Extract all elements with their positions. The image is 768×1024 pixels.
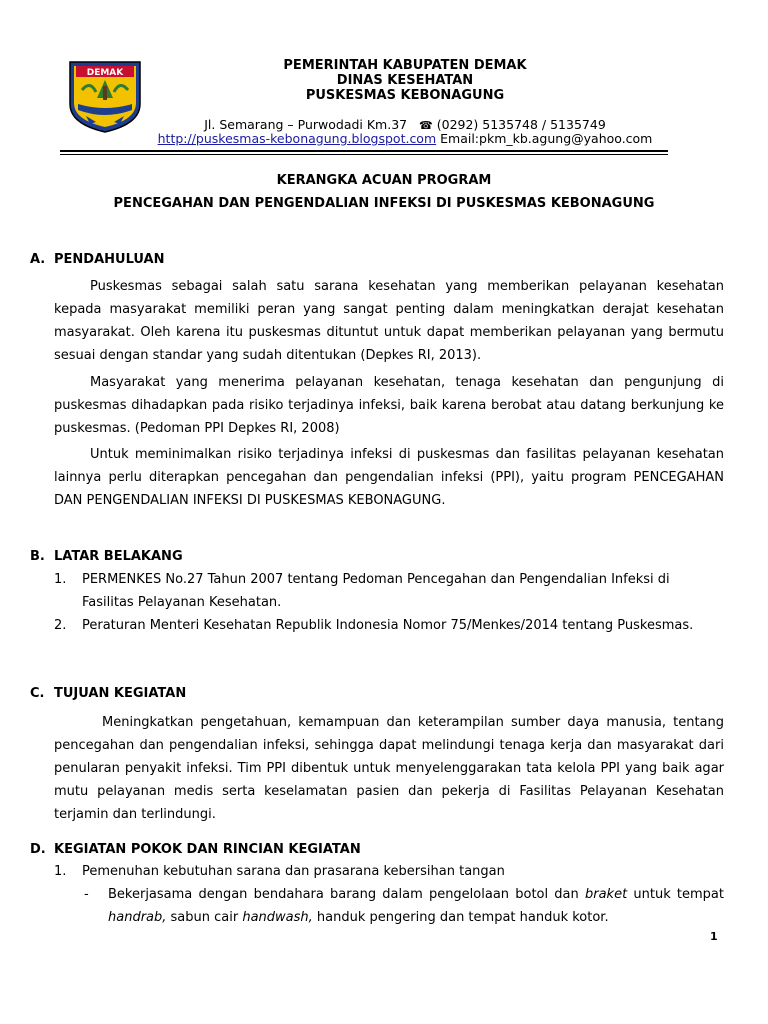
demak-logo-icon bbox=[66, 60, 144, 134]
section-c-heading bbox=[30, 686, 186, 702]
italic-term: handrab, bbox=[108, 910, 167, 925]
phone-text: (0292) 5135748 / 5135749 bbox=[436, 117, 606, 132]
dash-marker: - bbox=[84, 887, 89, 902]
section-title: KEGIATAN POKOK DAN RINCIAN KEGIATAN bbox=[54, 842, 361, 857]
list-text: PERMENKES No.27 Tahun 2007 tentang Pedoman Pencegahan dan Pengendalian Infeksi di Fasilitas Pelayanan Kesehatan. bbox=[82, 572, 670, 610]
section-letter: A. bbox=[30, 252, 46, 267]
list-item bbox=[54, 568, 724, 614]
section-title: PENDAHULUAN bbox=[54, 252, 165, 267]
section-d-heading bbox=[30, 842, 361, 858]
section-a-paragraph-2: Masyarakat yang menerima pelayanan kesehatan, tenaga kesehatan dan pengunjung di puskesmas dihadapkan pada risiko terjadinya infeksi, baik karena berobat atau datang berkunjung ke puskesmas. (Pedoman PPI Depkes RI, 2008) bbox=[54, 375, 724, 436]
section-letter: D. bbox=[30, 842, 46, 857]
list-item bbox=[54, 614, 724, 637]
italic-term: handwash, bbox=[242, 910, 313, 925]
list-item bbox=[54, 860, 724, 883]
document-title: KERANGKA ACUAN PROGRAM bbox=[276, 173, 492, 188]
italic-term: braket bbox=[584, 887, 628, 902]
puskesmas-name: PUSKESMAS KEBONAGUNG bbox=[305, 88, 505, 103]
sub-list-text bbox=[108, 883, 724, 929]
contact-line bbox=[150, 131, 660, 146]
logo-text: DEMAK bbox=[86, 68, 124, 78]
section-letter: B. bbox=[30, 549, 45, 564]
section-a-paragraph-3: Untuk meminimalkan risiko terjadinya infeksi di puskesmas dan fasilitas pelayanan kesehatan lainnya perlu diterapkan pencegahan dan pengendalian infeksi (PPI), yaitu program PENCEGAHAN DAN PENGENDALIAN INFEKSI DI PUSKESMAS KEBONAGUNG. bbox=[54, 447, 724, 508]
section-a-paragraph-1: Puskesmas sebagai salah satu sarana kesehatan yang memberikan pelayanan kesehatan kepada masyarakat memiliki peran yang sangat penting dalam meningkatkan derajat kesehatan masyarakat. Oleh karena itu puskesmas dituntut untuk dapat memberikan pelayanan yang bermutu sesuai dengan standar yang sudah ditentukan (Depkes RI, 2013). bbox=[54, 279, 724, 363]
section-b-heading bbox=[30, 549, 183, 565]
section-letter: C. bbox=[30, 686, 45, 701]
text-run: Bekerjasama dengan bendahara barang dalam pengelolaan botol dan bbox=[108, 887, 585, 902]
header-divider-thin bbox=[60, 154, 668, 155]
document-subtitle: PENCEGAHAN DAN PENGENDALIAN INFEKSI DI PUSKESMAS KEBONAGUNG bbox=[113, 196, 655, 211]
header-divider-thick bbox=[60, 150, 668, 152]
department-name: DINAS KESEHATAN bbox=[336, 73, 474, 88]
text-run: handuk pengering dan tempat handuk kotor. bbox=[312, 910, 609, 925]
text-run: untuk tempat bbox=[627, 887, 724, 902]
list-text: Pemenuhan kebutuhan sarana dan prasarana kebersihan tangan bbox=[82, 864, 505, 879]
list-number: 1. bbox=[54, 864, 67, 879]
email-text: Email:pkm_kb.agung@yahoo.com bbox=[440, 131, 653, 146]
government-name: PEMERINTAH KABUPATEN DEMAK bbox=[283, 58, 527, 73]
section-title: TUJUAN KEGIATAN bbox=[54, 686, 187, 701]
list-number: 2. bbox=[54, 618, 67, 633]
list-number: 1. bbox=[54, 572, 67, 587]
section-c-paragraph: Meningkatkan pengetahuan, kemampuan dan keterampilan sumber daya manusia, tentang pencegahan dan pengendalian infeksi, sehingga dapat melindungi tenaga kerja dan masyarakat dari penularan penyakit infeksi. Tim PPI dibentuk untuk menyelenggarakan tata kelola PPI yang baik agar mutu pelayanan medis serta keselamatan pasien dan pekerja di Fasilitas Pelayanan Kesehatan terjamin dan terlindungi. bbox=[54, 715, 724, 822]
page-number: 1 bbox=[710, 930, 718, 943]
website-link[interactable]: http://puskesmas-kebonagung.blogspot.com bbox=[157, 131, 437, 146]
section-a-heading bbox=[30, 252, 165, 268]
phone-icon: ☎ bbox=[419, 119, 433, 132]
sub-list-item bbox=[84, 883, 724, 929]
section-title: LATAR BELAKANG bbox=[54, 549, 183, 564]
address-text: Jl. Semarang – Purwodadi Km.37 bbox=[204, 117, 408, 132]
text-run: sabun cair bbox=[166, 910, 243, 925]
list-text: Peraturan Menteri Kesehatan Republik Indonesia Nomor 75/Menkes/2014 tentang Puskesmas. bbox=[82, 618, 694, 633]
